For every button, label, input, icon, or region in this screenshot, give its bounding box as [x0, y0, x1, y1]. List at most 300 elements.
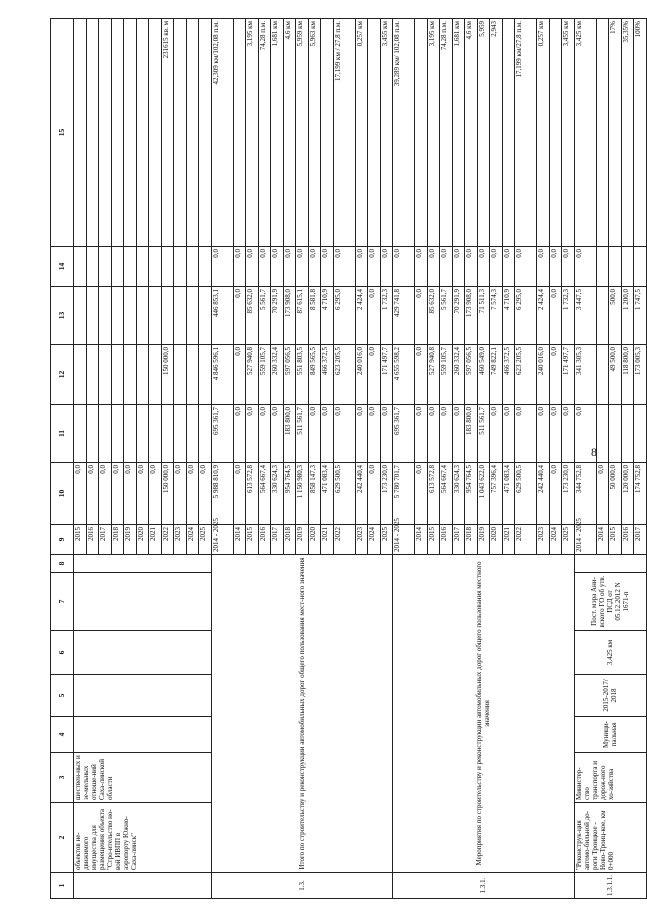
cell-c14: 0,0 — [562, 247, 575, 287]
col-header-2: 2 — [51, 803, 74, 873]
cell-c10: 0,0 — [74, 463, 87, 525]
cell-c13: 3 447,5 — [574, 287, 596, 345]
cell-c15 — [99, 19, 112, 247]
col-header-6: 6 — [51, 631, 74, 675]
cell-c13: 4 710,9 — [502, 287, 515, 345]
cell-c11 — [609, 405, 622, 463]
cell-c10: 0,0 — [149, 463, 162, 525]
cell-c13: 0,0 — [233, 287, 246, 345]
cell-c10: 330 624,3 — [271, 463, 284, 525]
cell-c15 — [186, 19, 199, 247]
cell-c11 — [634, 405, 647, 463]
cell-c11: 183 800,0 — [465, 405, 478, 463]
cell-c11: 0,0 — [415, 405, 428, 463]
cell-c13: 1 200,0 — [621, 287, 634, 345]
col-header-3: 3 — [51, 753, 74, 803]
cell-c14: 0,0 — [333, 247, 355, 287]
cell-year: 2014 - 2025 — [393, 525, 415, 555]
cell-c14 — [609, 247, 622, 287]
col-header-11: 11 — [51, 405, 74, 463]
cell-c11: 511 561,7 — [477, 405, 490, 463]
cell-c13: 4 710,9 — [321, 287, 334, 345]
cell-c15: 3,195 км — [246, 19, 259, 247]
cell-year: 2015 — [427, 525, 440, 555]
cell-c10: 1 150 980,3 — [296, 463, 309, 525]
cell-c13: 87 615,1 — [296, 287, 309, 345]
cell-c11: 0,0 — [333, 405, 355, 463]
cell-c14: 0,0 — [283, 247, 296, 287]
cell-c10: 344 752,8 — [574, 463, 596, 525]
cell-year: 2019 — [124, 525, 137, 555]
cell-c11 — [199, 405, 212, 463]
cell-c13 — [199, 287, 212, 345]
cell-c15: 17% — [609, 19, 622, 247]
cell-c14 — [136, 247, 149, 287]
cell-year: 2020 — [136, 525, 149, 555]
cell-year: 2020 — [308, 525, 321, 555]
section-title: Мероприятия по строительству и реконструкции автомобильных дорог общего пользования местного значения — [393, 555, 575, 873]
cell-c10: 0,0 — [111, 463, 124, 525]
cell-c15 — [233, 19, 246, 247]
cell-c14 — [149, 247, 162, 287]
cell-c11: 183 800,0 — [283, 405, 296, 463]
cell-c11 — [621, 405, 634, 463]
cell-year: 2025 — [562, 525, 575, 555]
cell-c14: 0,0 — [296, 247, 309, 287]
table-row — [393, 19, 415, 899]
cell-c11: 0,0 — [321, 405, 334, 463]
cell-c15: 0,257 км — [537, 19, 550, 247]
cell-c15: 5,959 — [477, 19, 490, 247]
cell-c13: 85 632,0 — [246, 287, 259, 345]
cell-c10: 1 043 622,0 — [477, 463, 490, 525]
cell-c15: 231615 кв. м — [161, 19, 174, 247]
cell-c10: 0,0 — [233, 463, 246, 525]
cell-c11: 0,0 — [562, 405, 575, 463]
cell-c12: 171 497,7 — [380, 345, 393, 405]
cell-c13: 5 561,7 — [440, 287, 453, 345]
cell-c12: 597 056,5 — [465, 345, 478, 405]
cell-c11: 0,0 — [440, 405, 453, 463]
cell-c15 — [415, 19, 428, 247]
cell-c10: 757 396,4 — [490, 463, 503, 525]
cell-year: 2017 — [452, 525, 465, 555]
cell-c12 — [149, 345, 162, 405]
cell-c11 — [149, 405, 162, 463]
cell-c10: 0,0 — [136, 463, 149, 525]
cell-c12 — [174, 345, 187, 405]
cell-c14 — [99, 247, 112, 287]
cell-c12: 171 497,7 — [562, 345, 575, 405]
cell-c11 — [111, 405, 124, 463]
cell-c14 — [161, 247, 174, 287]
cell-c15: 0,257 км — [355, 19, 368, 247]
cell-c14: 0,0 — [415, 247, 428, 287]
cell-year: 2019 — [296, 525, 309, 555]
cell-c11 — [596, 405, 609, 463]
cell-c11 — [161, 405, 174, 463]
cell-c14 — [199, 247, 212, 287]
cell-year: 2015 — [609, 525, 622, 555]
cell-c15: 3,425 км — [574, 19, 596, 247]
cell-c15 — [174, 19, 187, 247]
table-body — [74, 19, 647, 899]
cell-c12: 240 016,0 — [537, 345, 550, 405]
col-header-9: 9 — [51, 525, 74, 555]
cell-year: 2016 — [621, 525, 634, 555]
cell-c13: 6 295,0 — [515, 287, 537, 345]
cell-year: 2014 — [415, 525, 428, 555]
cell-c12: 260 332,4 — [452, 345, 465, 405]
table-row — [574, 19, 596, 899]
page-number: 8 — [591, 445, 597, 459]
cell-c13: 1 732,3 — [380, 287, 393, 345]
cell-c11: 0,0 — [355, 405, 368, 463]
cell-c15 — [136, 19, 149, 247]
cell-c10: 0,0 — [186, 463, 199, 525]
cell-c10: 50 000,0 — [609, 463, 622, 525]
header-row — [51, 19, 74, 899]
cell-year: 2025 — [199, 525, 212, 555]
cell-c5: 2015-2017/ 2018 — [574, 675, 646, 717]
col-header-5: 5 — [51, 675, 74, 717]
cell-c11 — [124, 405, 137, 463]
cell-c12: 559 105,7 — [258, 345, 271, 405]
cell-c14 — [174, 247, 187, 287]
col-header-1: 1 — [51, 873, 74, 899]
cell-c10: 0,0 — [86, 463, 99, 525]
cell-c10: 0,0 — [596, 463, 609, 525]
col-header-8: 8 — [51, 555, 74, 573]
cell-c12: 623 205,5 — [515, 345, 537, 405]
cell-c11 — [99, 405, 112, 463]
cell-c14: 0,0 — [549, 247, 562, 287]
cell-year: 2014 - 2025 — [574, 525, 596, 555]
cell-name: "Реконструк-ция автомо-бильной до-роги Троицкое - Ново-Троиц-кое, км 0+000 — [574, 803, 646, 873]
cell-c10: 564 667,4 — [258, 463, 271, 525]
cell-c13: 0,0 — [415, 287, 428, 345]
cell-c13: 85 632,0 — [427, 287, 440, 345]
cell-c11: 695 361,7 — [393, 405, 415, 463]
table-row — [74, 19, 87, 899]
cell-year: 2018 — [465, 525, 478, 555]
cell-c10: 0,0 — [549, 463, 562, 525]
cell-c10: 173 230,0 — [562, 463, 575, 525]
cell-c12: 49 500,0 — [609, 345, 622, 405]
cell-c13 — [99, 287, 112, 345]
cell-year: 2023 — [537, 525, 550, 555]
cell-c12: 597 056,5 — [283, 345, 296, 405]
cell-c12 — [136, 345, 149, 405]
cell-c11: 695 361,7 — [211, 405, 233, 463]
col-header-13: 13 — [51, 287, 74, 345]
cell-c12 — [86, 345, 99, 405]
cell-c10: 150 000,0 — [161, 463, 174, 525]
col-header-4: 4 — [51, 717, 74, 753]
cell-c11 — [174, 405, 187, 463]
cell-c6: 3,425 км — [574, 631, 646, 675]
cell-c12: 527 940,8 — [246, 345, 259, 405]
col-header-10: 10 — [51, 463, 74, 525]
section-title: Итого по строительству и реконструкции автомобильных дорог общего пользования мест-ного значения — [211, 555, 393, 873]
cell-c13: 70 291,9 — [271, 287, 284, 345]
cell-c11: 0,0 — [258, 405, 271, 463]
cell-c13: 2 424,4 — [355, 287, 368, 345]
cell-c13 — [111, 287, 124, 345]
cell-c10: 629 500,5 — [515, 463, 537, 525]
cell-c15 — [149, 19, 162, 247]
cell-code: 1.3.1. — [393, 873, 575, 899]
cell-c15: 1,681 км — [271, 19, 284, 247]
cell-code — [74, 873, 212, 899]
cell-c13 — [74, 287, 87, 345]
cell-year: 2021 — [502, 525, 515, 555]
cell-c13 — [174, 287, 187, 345]
cell-c15 — [74, 19, 87, 247]
cell-c14: 0,0 — [233, 247, 246, 287]
cell-c13: 7 574,3 — [490, 287, 503, 345]
cell-c12 — [111, 345, 124, 405]
cell-year: 2018 — [283, 525, 296, 555]
cell-year: 2017 — [271, 525, 284, 555]
cell-year: 2022 — [161, 525, 174, 555]
cell-c14: 0,0 — [355, 247, 368, 287]
cell-c14: 0,0 — [380, 247, 393, 287]
cell-year: 2014 — [233, 525, 246, 555]
cell-c15: 74,28 п.м. — [258, 19, 271, 247]
cell-c13: 70 291,9 — [452, 287, 465, 345]
cell-code: 1.3.1.1. — [574, 873, 646, 899]
cell-c12: 849 565,5 — [308, 345, 321, 405]
cell-year: 2017 — [634, 525, 647, 555]
cell-year: 2023 — [174, 525, 187, 555]
cell-c14 — [621, 247, 634, 287]
cell-c13: 1 747,5 — [634, 287, 647, 345]
cell-c10: 5 988 810,9 — [211, 463, 233, 525]
cell-c10: 0,0 — [368, 463, 381, 525]
cell-year: 2016 — [86, 525, 99, 555]
cell-c8 — [74, 555, 212, 573]
cell-c11: 0,0 — [246, 405, 259, 463]
cell-c11 — [136, 405, 149, 463]
cell-c15: 2,943 — [490, 19, 503, 247]
cell-c12: 4 655 598,2 — [393, 345, 415, 405]
cell-c14: 0,0 — [211, 247, 233, 287]
cell-year: 2025 — [380, 525, 393, 555]
cell-c11 — [86, 405, 99, 463]
cell-c11: 0,0 — [574, 405, 596, 463]
cell-c12 — [74, 345, 87, 405]
cell-c15: 4,6 км — [283, 19, 296, 247]
cell-c12: 4 846 596,1 — [211, 345, 233, 405]
cell-c13 — [161, 287, 174, 345]
budget-table — [50, 18, 647, 899]
cell-year: 2022 — [333, 525, 355, 555]
cell-c14: 0,0 — [321, 247, 334, 287]
col-header-15: 15 — [51, 19, 74, 247]
cell-c10: 0,0 — [415, 463, 428, 525]
cell-c10: 173 230,0 — [380, 463, 393, 525]
cell-c12: 460 549,0 — [477, 345, 490, 405]
cell-year: 2020 — [490, 525, 503, 555]
cell-c11: 0,0 — [380, 405, 393, 463]
cell-year: 2016 — [440, 525, 453, 555]
cell-c10: 471 083,4 — [321, 463, 334, 525]
cell-year: 2019 — [477, 525, 490, 555]
cell-c7: Пост. мэра Ани-вского ГО об утв. ПСД от 05.12.2012 N 1671-п — [574, 573, 646, 631]
cell-c15: 3,455 км — [562, 19, 575, 247]
cell-c13: 6 295,0 — [333, 287, 355, 345]
cell-c13: 71 511,3 — [477, 287, 490, 345]
cell-c14: 0,0 — [477, 247, 490, 287]
cell-c5 — [74, 675, 212, 717]
cell-c10: 613 572,8 — [246, 463, 259, 525]
cell-c13: 500,0 — [609, 287, 622, 345]
cell-c15 — [86, 19, 99, 247]
cell-c10: 0,0 — [199, 463, 212, 525]
cell-c15: 5,959 км — [296, 19, 309, 247]
cell-c11: 0,0 — [427, 405, 440, 463]
cell-c10: 0,0 — [174, 463, 187, 525]
cell-c7 — [74, 573, 212, 631]
cell-c12: 466 372,5 — [321, 345, 334, 405]
cell-c15: 3,455 км — [380, 19, 393, 247]
cell-c13: 446 853,1 — [211, 287, 233, 345]
cell-year: 2022 — [515, 525, 537, 555]
cell-c15: 74,28 п.м. — [440, 19, 453, 247]
cell-c12: 551 803,5 — [296, 345, 309, 405]
cell-c11: 0,0 — [549, 405, 562, 463]
cell-c15: 17,199 км/27,8 п.м. — [515, 19, 537, 247]
cell-c12: 0,0 — [233, 345, 246, 405]
cell-year: 2024 — [549, 525, 562, 555]
cell-c13: 173 908,0 — [283, 287, 296, 345]
cell-c12 — [596, 345, 609, 405]
cell-code: 1.3. — [211, 873, 393, 899]
col-header-12: 12 — [51, 345, 74, 405]
cell-c11: 0,0 — [515, 405, 537, 463]
cell-responsible: шествен-ных и зе-мельных отноше-ний Саха-линской области — [74, 753, 212, 803]
cell-c13: 0,0 — [368, 287, 381, 345]
cell-year: 2023 — [355, 525, 368, 555]
cell-c15: 5,963 км — [308, 19, 321, 247]
cell-year: 2014 - 2025 — [211, 525, 233, 555]
cell-c14: 0,0 — [465, 247, 478, 287]
cell-c12 — [186, 345, 199, 405]
cell-c11: 0,0 — [368, 405, 381, 463]
cell-c15: 35,35% — [621, 19, 634, 247]
cell-c11: 0,0 — [537, 405, 550, 463]
cell-year: 2024 — [186, 525, 199, 555]
cell-c15 — [321, 19, 334, 247]
cell-c12 — [124, 345, 137, 405]
cell-c14 — [111, 247, 124, 287]
cell-c12: 260 332,4 — [271, 345, 284, 405]
cell-c14 — [74, 247, 87, 287]
cell-c10: 5 780 701,7 — [393, 463, 415, 525]
cell-year: 2014 — [596, 525, 609, 555]
cell-c12: 623 205,5 — [333, 345, 355, 405]
cell-year: 2024 — [368, 525, 381, 555]
cell-c14: 0,0 — [258, 247, 271, 287]
cell-c13: 8 581,8 — [308, 287, 321, 345]
cell-year: 2017 — [99, 525, 112, 555]
cell-c10: 954 764,5 — [283, 463, 296, 525]
cell-c10: 0,0 — [124, 463, 137, 525]
cell-c14: 0,0 — [308, 247, 321, 287]
cell-c15: 3,195 км — [427, 19, 440, 247]
cell-c15 — [596, 19, 609, 247]
cell-c13 — [596, 287, 609, 345]
cell-c14 — [634, 247, 647, 287]
cell-c15 — [368, 19, 381, 247]
cell-c14: 0,0 — [393, 247, 415, 287]
cell-c13 — [136, 287, 149, 345]
cell-c12: 749 822,1 — [490, 345, 503, 405]
cell-c12: 527 940,8 — [427, 345, 440, 405]
cell-c10: 471 083,4 — [502, 463, 515, 525]
cell-year: 2021 — [321, 525, 334, 555]
cell-c10: 242 440,4 — [355, 463, 368, 525]
cell-c10: 629 500,5 — [333, 463, 355, 525]
cell-c13: 173 908,0 — [465, 287, 478, 345]
cell-c11: 0,0 — [502, 405, 515, 463]
cell-c14: 0,0 — [490, 247, 503, 287]
cell-c12: 341 305,3 — [574, 345, 596, 405]
cell-c12: 559 105,7 — [440, 345, 453, 405]
cell-c14: 0,0 — [440, 247, 453, 287]
cell-c15 — [111, 19, 124, 247]
cell-c10: 174 752,8 — [634, 463, 647, 525]
cell-c11: 0,0 — [233, 405, 246, 463]
cell-c10: 330 624,3 — [452, 463, 465, 525]
cell-c15 — [549, 19, 562, 247]
cell-c12 — [99, 345, 112, 405]
cell-c10: 954 764,5 — [465, 463, 478, 525]
cell-year: 2021 — [149, 525, 162, 555]
cell-c10: 564 667,4 — [440, 463, 453, 525]
col-header-14: 14 — [51, 247, 74, 287]
cell-c14: 0,0 — [502, 247, 515, 287]
cell-c10: 858 147,3 — [308, 463, 321, 525]
cell-c14: 0,0 — [368, 247, 381, 287]
cell-c12: 240 016,0 — [355, 345, 368, 405]
cell-c14 — [86, 247, 99, 287]
cell-c8 — [574, 555, 646, 573]
cell-c14: 0,0 — [537, 247, 550, 287]
cell-c6 — [74, 631, 212, 675]
cell-c13: 0,0 — [549, 287, 562, 345]
cell-c15 — [199, 19, 212, 247]
cell-c15: 17,199 км / 27,8 п.м. — [333, 19, 355, 247]
cell-c13: 2 424,4 — [537, 287, 550, 345]
cell-c12 — [199, 345, 212, 405]
cell-responsible: Министер-ство транспорта и дорож-ного хо-зяйства — [574, 753, 646, 803]
cell-c12: 150 000,0 — [161, 345, 174, 405]
cell-year: 2015 — [74, 525, 87, 555]
table-row — [211, 19, 233, 899]
cell-c12: 0,0 — [368, 345, 381, 405]
cell-c12: 0,0 — [415, 345, 428, 405]
cell-c15: 42,309 км/102,08 п.м. — [211, 19, 233, 247]
cell-c13 — [86, 287, 99, 345]
cell-c15: 39,289 км/ 102,08 п.м. — [393, 19, 415, 247]
cell-c14: 0,0 — [271, 247, 284, 287]
cell-year: 2015 — [246, 525, 259, 555]
cell-c13: 5 561,7 — [258, 287, 271, 345]
cell-c14: 0,0 — [574, 247, 596, 287]
cell-c15: 100% — [634, 19, 647, 247]
